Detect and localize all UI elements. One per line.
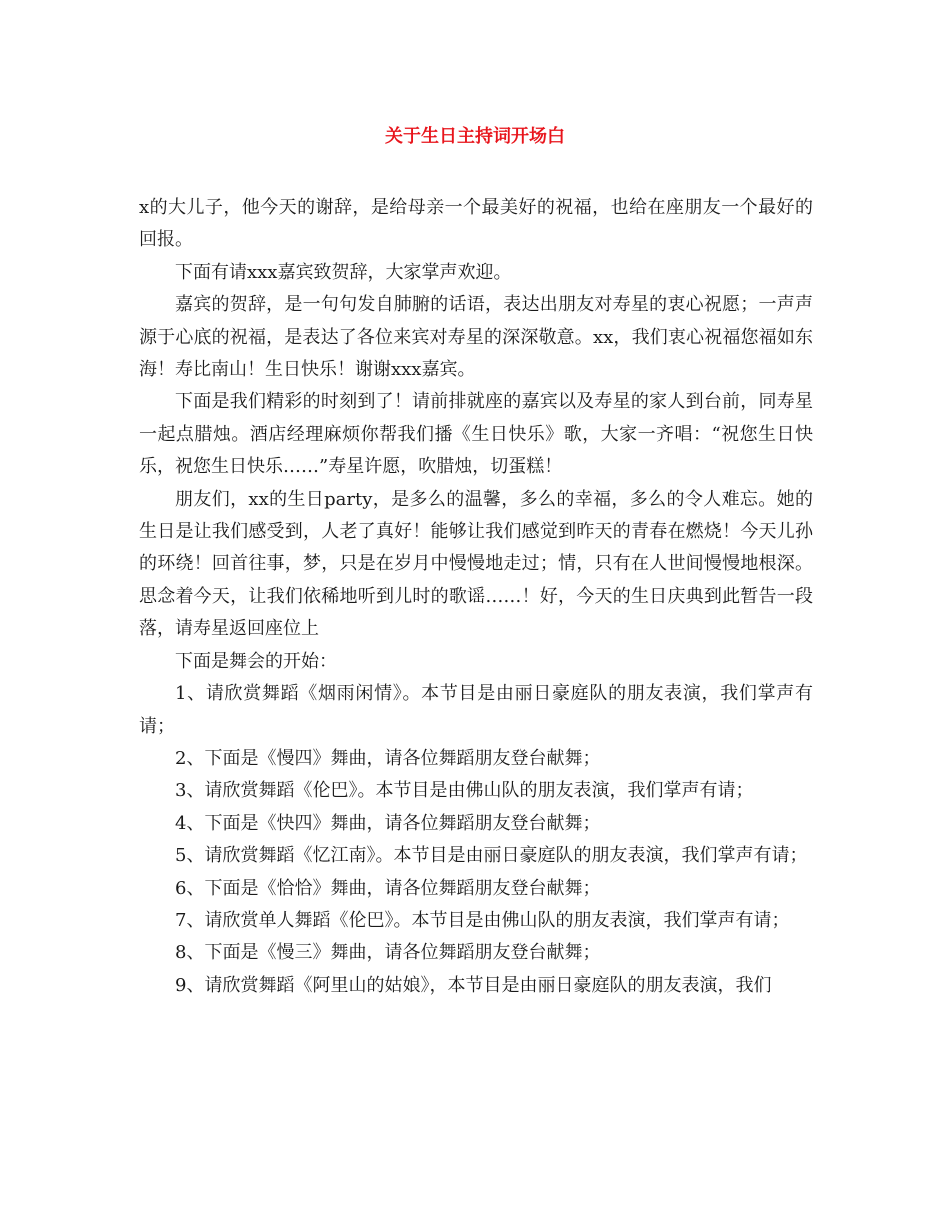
document-title: 关于生日主持词开场白 — [385, 126, 565, 147]
document-body — [139, 192, 813, 1002]
paragraph: x的大儿子，他今天的谢辞，是给母亲一个最美好的祝福，也给在座朋友一个最好的回报。 — [139, 197, 813, 251]
paragraph: 嘉宾的贺辞，是一句句发自肺腑的话语，表达出朋友对寿星的衷心祝愿；一声声源于心底的祝福，是表达了各位来宾对寿星的深深敬意。xx，我们衷心祝福您福如东海！寿比南山！生日快乐！谢谢xxx嘉宾。 — [139, 294, 813, 381]
paragraph: 9、请欣赏舞蹈《阿里山的姑娘》，本节目是由丽日豪庭队的朋友表演，我们 — [175, 974, 772, 996]
paragraph: 8、下面是《慢三》舞曲，请各位舞蹈朋友登台献舞； — [175, 942, 601, 964]
paragraph: 朋友们，xx的生日party，是多么的温馨，多么的幸福，多么的令人难忘。她的生日是让我们感受到，人老了真好！能够让我们感觉到昨天的青春在燃烧！今天儿孙的环绕！回首往事，梦，只是在岁月中慢慢地走过；情，只有在人世间慢慢地根深。思念着今天，让我们依稀地听到儿时的歌谣……！好，今天的生日庆典到此暂告一段落，请寿星返回座位上 — [139, 488, 813, 640]
paragraph: 1、请欣赏舞蹈《烟雨闲情》。本节目是由丽日豪庭队的朋友表演，我们掌声有请； — [139, 683, 813, 737]
paragraph: 3、请欣赏舞蹈《伦巴》。本节目是由佛山队的朋友表演，我们掌声有请； — [175, 780, 754, 802]
paragraph: 6、下面是《恰恰》舞曲，请各位舞蹈朋友登台献舞； — [175, 877, 601, 899]
paragraph: 2、下面是《慢四》舞曲，请各位舞蹈朋友登台献舞； — [175, 747, 601, 769]
paragraph: 4、下面是《快四》舞曲，请各位舞蹈朋友登台献舞； — [175, 812, 601, 834]
paragraph: 下面是我们精彩的时刻到了！请前排就座的嘉宾以及寿星的家人到台前，同寿星一起点腊烛。酒店经理麻烦你帮我们播《生日快乐》歌，大家一齐唱：“祝您生日快乐，祝您生日快乐……”寿星许愿，吹腊烛，切蛋糕！ — [139, 391, 813, 478]
paragraph: 下面有请xxx嘉宾致贺辞，大家掌声欢迎。 — [175, 261, 512, 283]
paragraph: 下面是舞会的开始： — [175, 650, 337, 672]
paragraph: 5、请欣赏舞蹈《忆江南》。本节目是由丽日豪庭队的朋友表演，我们掌声有请； — [175, 845, 808, 867]
paragraph: 7、请欣赏单人舞蹈《伦巴》。本节目是由佛山队的朋友表演，我们掌声有请； — [175, 909, 790, 931]
